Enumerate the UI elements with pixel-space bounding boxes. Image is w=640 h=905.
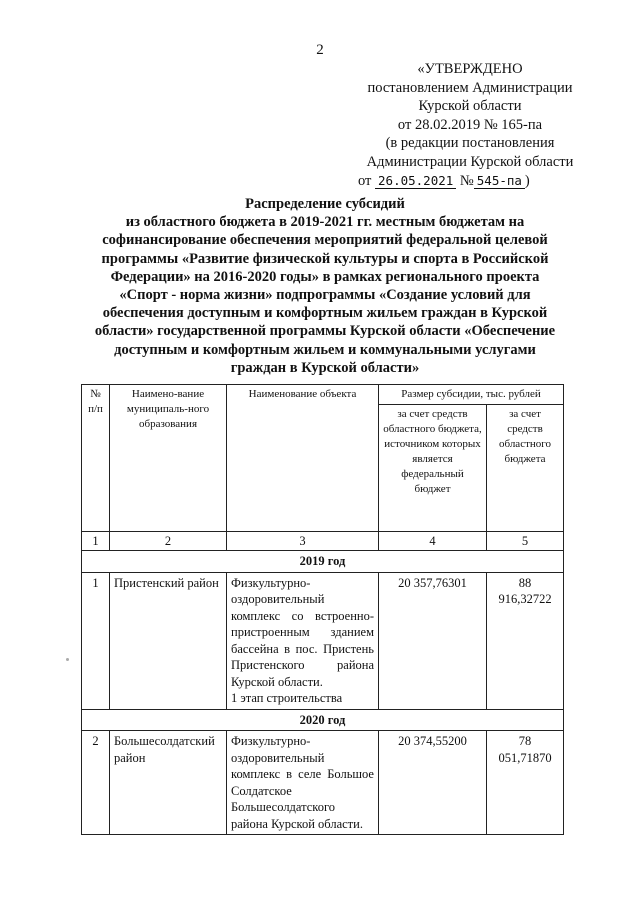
- document-title: [90, 195, 560, 377]
- table-row: [82, 731, 564, 835]
- scan-speck: [66, 658, 69, 661]
- object-cell: [227, 572, 379, 709]
- table-row: [82, 572, 564, 709]
- year-label: 2020 год: [82, 709, 564, 731]
- approval-line: Администрации Курской области: [366, 153, 574, 170]
- revision-number: 545-па: [474, 173, 525, 189]
- page-number: 2: [316, 42, 324, 58]
- header-subsidy: Размер субсидии, тыс. рублей: [379, 385, 564, 405]
- title-line: из областного бюджета в 2019-2021 гг. местным бюджетам на: [125, 214, 525, 231]
- year-row: [82, 709, 564, 731]
- approval-stamp: [350, 60, 590, 190]
- approval-line: (в редакции постановления: [385, 135, 555, 152]
- object-note: 1 этап строительства: [231, 691, 343, 705]
- header-municipality: Наимено-вание муниципаль-ного образования: [110, 385, 227, 532]
- regional-amount: 78 051,71870: [487, 731, 564, 835]
- title-line: области» государственной программы Курской области «Обеспечение: [94, 323, 556, 340]
- object-cell: [227, 731, 379, 835]
- year-row: [82, 551, 564, 573]
- title-line: доступным и комфортным жильем и коммунальными услугами: [114, 341, 536, 358]
- row-number: 2: [82, 731, 110, 835]
- header-object: Наименование объекта: [227, 385, 379, 532]
- header-federal-source: за счет средств областного бюджета, источником которых является федеральный бюджет: [379, 405, 487, 532]
- row-number: 1: [82, 572, 110, 709]
- regional-amount: 88 916,32722: [487, 572, 564, 709]
- title-line: софинансирование обеспечения мероприятий федеральной целевой: [102, 232, 548, 249]
- column-number: 4: [379, 532, 487, 551]
- title-line: Распределение субсидий: [245, 196, 405, 212]
- approval-line: от 28.02.2019 № 165-па: [397, 116, 543, 133]
- closing-paren: ): [524, 172, 530, 189]
- title-line: «Спорт - норма жизни» подпрограммы «Создание условий для: [119, 287, 531, 304]
- municipality-cell: Пристенский район: [110, 572, 227, 709]
- federal-amount: 20 374,55200: [379, 731, 487, 835]
- header-num: № п/п: [82, 385, 110, 532]
- subsidy-table: [81, 384, 564, 835]
- revision-date: 26.05.2021: [375, 173, 456, 189]
- revision-date-line: [350, 172, 590, 191]
- column-number: 2: [110, 532, 227, 551]
- object-name: Физкультурно-оздоровительный комплекс со встроенно-пристроенным зданием бассейна в пос. Пристень Пристенского района Курской области.: [231, 575, 374, 689]
- title-line: Федерации» на 2016-2020 годы» в рамках регионального проекта: [110, 268, 540, 285]
- federal-amount: 20 357,76301: [379, 572, 487, 709]
- column-number: 3: [227, 532, 379, 551]
- column-number-row: [82, 532, 564, 551]
- table-header-row: [82, 385, 564, 405]
- approval-line: постановлением Администрации: [367, 79, 573, 96]
- year-label: 2019 год: [82, 551, 564, 573]
- approval-line: Курской области: [418, 98, 522, 115]
- municipality-cell: Большесолдатский район: [110, 731, 227, 835]
- object-name: Физкультурно-оздоровительный комплекс в селе Большое Солдатское Большесолдатского района Курской области.: [231, 734, 374, 831]
- title-line: граждан в Курской области»: [230, 359, 420, 376]
- column-number: 1: [82, 532, 110, 551]
- header-regional-source: за счет средств областного бюджета: [487, 405, 564, 532]
- column-number: 5: [487, 532, 564, 551]
- title-line: обеспечения доступным и комфортным жильем граждан в Курской: [102, 305, 548, 322]
- approval-line: «УТВЕРЖДЕНО: [417, 61, 523, 77]
- date-prefix: от: [358, 172, 372, 189]
- title-line: программы «Развитие физической культуры и спорта в Российской: [101, 250, 549, 267]
- number-prefix: №: [459, 172, 474, 189]
